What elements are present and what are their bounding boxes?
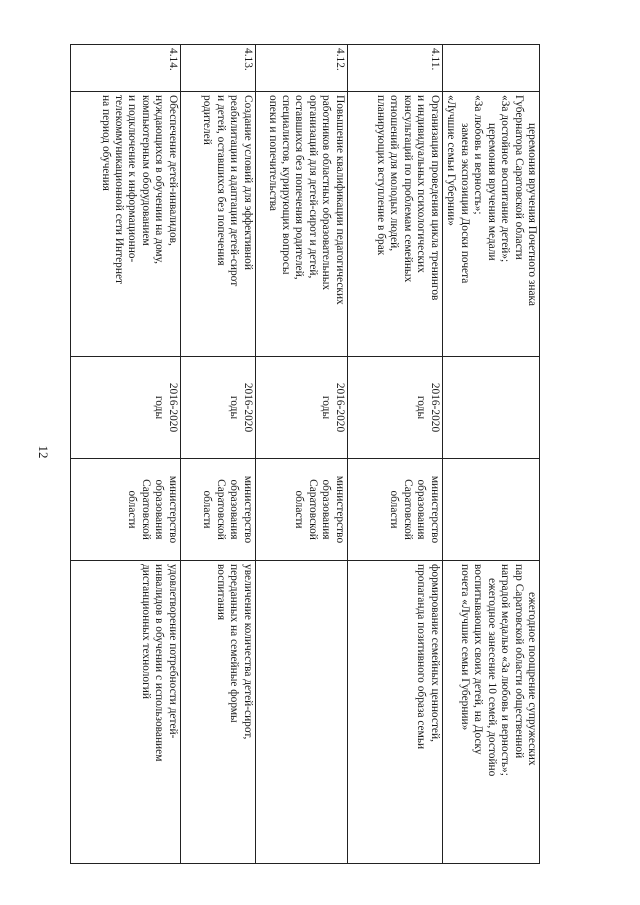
executor-cell — [180, 459, 255, 561]
result-line: переданных на семейные формы — [228, 564, 241, 723]
executor-line: Саратовской — [306, 479, 319, 540]
term-cell — [180, 357, 255, 459]
measures-table-body — [70, 45, 539, 864]
executor-line: области — [293, 490, 306, 529]
term-cell — [70, 357, 180, 459]
measures-table-container — [80, 44, 540, 864]
executor-line: образования — [228, 479, 241, 540]
result-line: формирование семейных ценностей, — [428, 564, 441, 742]
row-number: 4.11. — [428, 48, 441, 71]
table-row — [347, 45, 442, 864]
executor-line: Саратовской — [139, 479, 152, 540]
action-line: церемония вручения Почетного знака — [526, 123, 538, 306]
term-line: 2016-2020 — [166, 382, 179, 433]
action-line: Организация проведения цикла тренингов — [428, 95, 441, 301]
term-cell — [347, 357, 442, 459]
result-line: пар Саратовской области общественной — [512, 564, 525, 759]
executor-line: образования — [153, 479, 166, 540]
result-line: дистанционных технологий — [139, 564, 152, 699]
executor-line: министерство — [241, 475, 254, 544]
row-number: 4.14. — [166, 48, 179, 71]
result-cell — [442, 561, 539, 864]
term-line: 2016-2020 — [333, 382, 346, 433]
action-line: Повышение квалификации педагогических — [333, 95, 346, 305]
action-line: и индивидуальных психологических — [415, 95, 428, 273]
action-line: на период обучения — [99, 95, 112, 191]
action-line: опеки и попечительства — [266, 95, 279, 211]
action-cell — [180, 92, 255, 357]
row-number-cell — [442, 45, 539, 92]
action-line: церемония вручения медали — [485, 123, 498, 261]
executor-line: Саратовской — [401, 479, 414, 540]
term-line: годы — [228, 395, 241, 420]
result-cell — [180, 561, 255, 864]
executor-cell — [70, 459, 180, 561]
result-line: воспитывающих своих детей, на Доску — [472, 564, 485, 755]
term-line: годы — [153, 395, 166, 420]
action-line: специалистов, курирующих вопросы — [280, 95, 293, 275]
result-cell — [70, 561, 180, 864]
executor-cell — [255, 459, 347, 561]
term-line: годы — [320, 395, 333, 420]
action-cell — [347, 92, 442, 357]
executor-line: министерство — [333, 475, 346, 544]
executor-line: области — [126, 490, 139, 529]
action-line: отношений для молодых людей, — [388, 95, 401, 252]
action-line: телекоммуникационной сети Интернет — [113, 95, 126, 284]
executor-cell — [347, 459, 442, 561]
action-line: «За достойное воспитание детей»; — [499, 95, 512, 263]
action-line: нуждающихся в обучении на дому, — [153, 95, 166, 265]
executor-line: образования — [415, 479, 428, 540]
result-line: ежегодное занесение 10 семей, достойно — [485, 578, 498, 777]
term-cell — [442, 357, 539, 459]
executor-line: области — [201, 490, 214, 529]
action-cell — [70, 92, 180, 357]
action-line: «Лучшие семьи Губернии» — [445, 95, 458, 227]
action-line: Обеспечение детей-инвалидов, — [166, 95, 179, 246]
action-line: и детей, оставшихся без попечения — [214, 95, 227, 266]
action-cell — [255, 92, 347, 357]
result-line: ежегодное поощрение супружеских — [526, 592, 538, 766]
executor-line: министерство — [166, 475, 179, 544]
result-line: инвалидов в обучении с использованием — [153, 564, 166, 762]
result-cell — [347, 561, 442, 864]
executor-cell — [442, 459, 539, 561]
action-line: замена экспозиции Доски почета — [458, 123, 471, 284]
result-line: почета «Лучшие семьи Губернии» — [458, 564, 471, 731]
action-line: компьютерным оборудованием — [139, 95, 152, 246]
action-line: «За любовь и верность»; — [472, 95, 485, 215]
table-row — [255, 45, 347, 864]
action-line: консультаций по проблемам семейных — [401, 95, 414, 283]
term-line: 2016-2020 — [428, 382, 441, 433]
action-cell — [442, 92, 539, 357]
executor-line: министерство — [428, 475, 441, 544]
action-line: реабилитации и адаптации детей-сирот — [228, 95, 241, 287]
executor-line: образования — [320, 479, 333, 540]
table-row — [442, 45, 539, 864]
row-number-cell — [347, 45, 442, 92]
action-line: и подключение к информационно- — [126, 95, 139, 263]
result-line: наградой медалью «За любовь и верность»; — [499, 564, 512, 776]
row-number-cell — [255, 45, 347, 92]
row-number: 4.12. — [333, 48, 346, 71]
executor-line: Саратовской — [214, 479, 227, 540]
action-line: Губернатора Саратовской области — [512, 95, 525, 260]
action-line: родителей — [201, 95, 214, 145]
row-number-cell — [180, 45, 255, 92]
action-line: организаций для детей-сирот и детей, — [306, 95, 319, 279]
term-line: 2016-2020 — [241, 382, 254, 433]
term-line: годы — [415, 395, 428, 420]
action-line: работников областных образовательных — [320, 95, 333, 291]
action-line: планирующих вступление в брак — [375, 95, 388, 256]
result-line: воспитания — [214, 564, 227, 621]
result-line: увеличение количества детей-сирот, — [241, 564, 254, 740]
term-cell — [255, 357, 347, 459]
page-number: 12 — [36, 445, 51, 459]
action-line: Создание условий для эффективной — [241, 95, 254, 270]
action-line: оставшихся без попечения родителей, — [293, 95, 306, 280]
result-line: пропаганда позитивного образа семьи — [415, 564, 428, 750]
table-row — [70, 45, 180, 864]
result-line: удовлетворение потребности детей- — [166, 564, 179, 739]
measures-table — [70, 44, 540, 864]
row-number-cell — [70, 45, 180, 92]
row-number: 4.13. — [241, 48, 254, 71]
executor-line: области — [388, 490, 401, 529]
table-row — [180, 45, 255, 864]
result-cell — [255, 561, 347, 864]
